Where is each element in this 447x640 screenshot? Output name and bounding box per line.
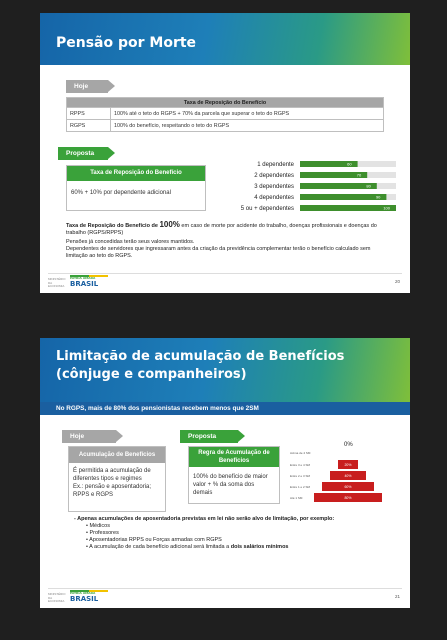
pyramid-top-label: Acima de 4 SM <box>290 451 311 455</box>
brand-logo <box>70 591 98 603</box>
pyramid-top-value: 0% <box>344 442 353 448</box>
brand-top-text: PÁTRIA AMADA <box>70 276 96 280</box>
slide-banner <box>40 13 410 65</box>
note-servers: Dependentes de servidores que ingressaram antes da criação da previdência complementar terão o benefício calculado sem limitação ao teto do RGPS. <box>66 246 371 259</box>
tag-proposta: Proposta <box>58 147 108 160</box>
pyramid-label: Até 1 SM <box>290 496 303 500</box>
page-number: 21 <box>394 594 400 599</box>
table-cell-label: RPPS <box>67 108 111 120</box>
proposal-box <box>66 165 206 211</box>
today-table <box>66 97 384 132</box>
list-item: • Aposentadorias RPPS ou Forças armadas com RGPS <box>86 537 394 544</box>
pyramid-bar: 20% <box>338 460 358 469</box>
pyramid-label: Entre 3 e 4 SM <box>290 463 311 467</box>
chart-bar-value: 70 <box>356 172 362 178</box>
table-cell-label: RGPS <box>67 120 111 132</box>
today-box-body <box>69 463 165 503</box>
proposal-box-body: 100% do benefício de maior valor + % da soma dos demais <box>193 474 268 496</box>
pyramid-bar: 80% <box>314 493 382 502</box>
exceptions-block <box>74 516 394 551</box>
slide-limitacao-acumulacao <box>40 338 410 608</box>
pyramid-bar: 40% <box>330 471 366 480</box>
chart-bar-value: 90 <box>375 194 381 200</box>
list-item: • Professores <box>86 530 394 537</box>
brand-logo <box>70 276 98 288</box>
limit-text: A acumulação de cada benefício adicional será limitada a <box>89 544 231 550</box>
chart-category-label: 4 dependentes <box>254 195 294 201</box>
chart-category-label: 1 dependente <box>257 162 294 168</box>
slide-pensao-por-morte <box>40 13 410 293</box>
note-existing: Pensões já concedidas terão seus valores mantidos. <box>66 239 195 245</box>
today-box <box>68 446 166 512</box>
chart-bar <box>300 183 377 189</box>
chart-category-label: 5 ou + dependentes <box>240 206 294 212</box>
subtitle-bar: No RGPS, mais de 80% dos pensionistas recebem menos que 2SM <box>40 402 410 415</box>
exceptions-list <box>86 523 394 551</box>
brand-text: BRASIL <box>70 595 99 603</box>
dependents-bar-chart <box>220 159 400 219</box>
note-accident <box>66 221 386 237</box>
chart-bar-value: 100 <box>383 205 390 211</box>
note-accident-pct: 100% <box>159 220 180 229</box>
list-item: • Médicos <box>86 523 394 530</box>
brand-text: BRASIL <box>70 280 99 288</box>
table-cell-text: 100% até o teto do RGPS + 70% da parcela que superar o teto do RGPS <box>111 108 384 120</box>
tag-proposta: Proposta <box>180 430 238 443</box>
slide-footer <box>48 588 402 602</box>
chart-bar <box>300 194 386 200</box>
chart-bar <box>300 205 396 211</box>
table-row <box>67 108 384 120</box>
chart-bar-value: 80 <box>366 183 371 189</box>
notes-block <box>66 221 386 260</box>
slide-banner <box>40 338 410 402</box>
brand-top-text: PÁTRIA AMADA <box>70 591 96 595</box>
page-number: 20 <box>394 279 400 284</box>
ministry-label: MINISTÉRIO DA ECONOMIA <box>48 277 66 288</box>
limit-amount: dois salários mínimos <box>230 544 289 550</box>
proposal-box-header: Regra de Acumulação de Benefícios <box>189 447 279 467</box>
chart-bar-value: 60 <box>347 161 352 167</box>
pyramid-bar: 60% <box>322 482 374 491</box>
chart-category-label: 2 dependentes <box>254 173 294 179</box>
chart-category-label: 3 dependentes <box>254 184 294 190</box>
pyramid-label: Entre 1 e 2 SM <box>290 485 311 489</box>
today-box-header: Acumulação de Benefícios <box>69 447 165 463</box>
slide-title: Limitação de acumulação de Benefícios (cônjuge e companheiros) <box>56 349 345 382</box>
slide-footer <box>48 273 402 287</box>
ministry-label: MINISTÉRIO DA ECONOMIA <box>48 592 66 603</box>
today-box-line1: É permitida a acumulação de diferentes tipos e regimes <box>73 468 151 482</box>
slide-title: Pensão por Morte <box>56 35 197 51</box>
reduction-pyramid <box>290 442 400 508</box>
tag-hoje: Hoje <box>62 430 116 443</box>
proposal-box-body: 60% + 10% por dependente adicional <box>71 190 171 196</box>
proposal-box-header: Taxa de Reposição do Benefício <box>67 166 205 181</box>
today-table-header: Taxa de Reposição do Benefício <box>67 98 384 108</box>
note-accident-lead: Taxa de Reposição do Benefício de <box>66 223 160 229</box>
table-row <box>67 120 384 132</box>
pyramid-label: Entre 2 e 3 SM <box>290 474 311 478</box>
table-cell-text: 100% do benefício, respeitando o teto do RGPS <box>111 120 384 132</box>
tag-hoje: Hoje <box>66 80 108 93</box>
proposal-box <box>188 446 280 504</box>
list-item-limit <box>86 544 394 551</box>
exceptions-intro: - Apenas acumulações de aposentadoria previstas em lei não serão alvo de limitação, por exemplo: <box>74 516 335 522</box>
today-box-line2: Ex.: pensão e aposentadoria; RPPS e RGPS <box>73 484 152 498</box>
note-accident-text: em caso de morte por acidente do trabalho, doenças profissionais e doenças do trabalho (RGPS/RPPS) <box>66 223 377 236</box>
